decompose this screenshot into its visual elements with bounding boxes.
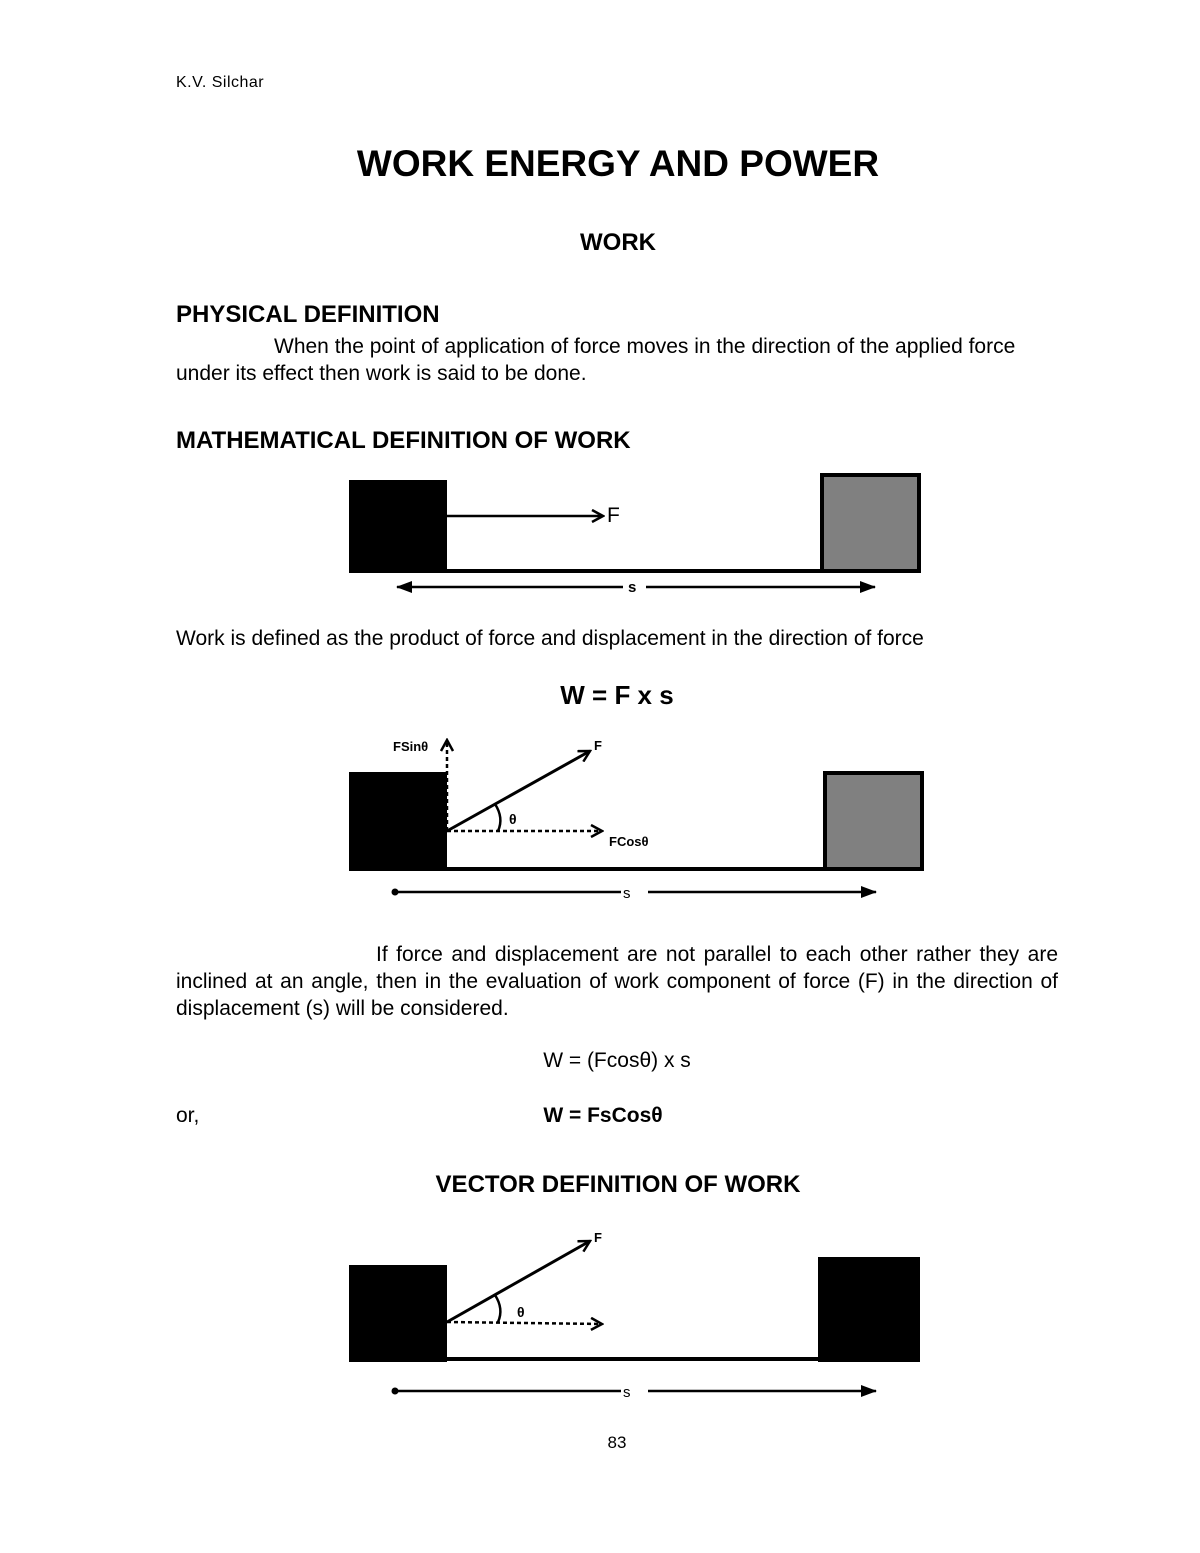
force-label: F (594, 738, 602, 753)
fcos-label: FCosθ (609, 834, 649, 849)
fsin-label: FSinθ (393, 739, 429, 754)
header-school: K.V. Silchar (176, 74, 265, 91)
angle-arc (495, 804, 500, 831)
physical-definition-text: When the point of application of force moves in the direction of the applied force under its effect then work is said to be done. (176, 335, 1016, 385)
section-title-work: WORK (580, 229, 656, 256)
formula-fcos-times-s: W = (Fcosθ) x s (543, 1049, 691, 1072)
inclined-force-text: If force and displacement are not parallel to each other rather they are inclined at an angle, then in the evaluation of work component of force (F) in the direction of displacement (s) will be considered. (176, 943, 1058, 1020)
formula-w-f-s: W = F x s (560, 680, 674, 710)
block-initial (349, 480, 447, 572)
heading-physical-definition: PHYSICAL DEFINITION (176, 301, 440, 328)
angle-arc (495, 1295, 500, 1322)
or-label: or, (176, 1104, 200, 1127)
diagram-vector-work (340, 1222, 940, 1407)
displacement-label: s (623, 1384, 631, 1401)
force-label: F (594, 1230, 602, 1245)
block-initial (349, 1265, 447, 1362)
heading-vector-definition: VECTOR DEFINITION OF WORK (435, 1171, 801, 1198)
force-label: F (607, 504, 620, 527)
block-final (818, 1257, 920, 1362)
work-definition-text: Work is defined as the product of force and displacement in the direction of force (176, 627, 924, 650)
displacement-label: s (628, 579, 637, 596)
diagram-inclined-force (340, 730, 940, 905)
diagram-force-displacement (340, 465, 940, 605)
block-initial (349, 772, 447, 870)
block-final (825, 773, 922, 869)
angle-label: θ (509, 811, 517, 827)
page-title: WORK ENERGY AND POWER (356, 143, 880, 184)
block-final (822, 475, 919, 571)
heading-mathematical-definition: MATHEMATICAL DEFINITION OF WORK (176, 427, 631, 454)
force-arrow (447, 751, 590, 831)
displacement-label: s (623, 885, 631, 902)
angle-label: θ (517, 1304, 525, 1320)
displacement-direction-arrow (447, 1322, 602, 1324)
formula-fscos: W = FsCosθ (543, 1104, 663, 1127)
page-number: 83 (607, 1433, 627, 1452)
